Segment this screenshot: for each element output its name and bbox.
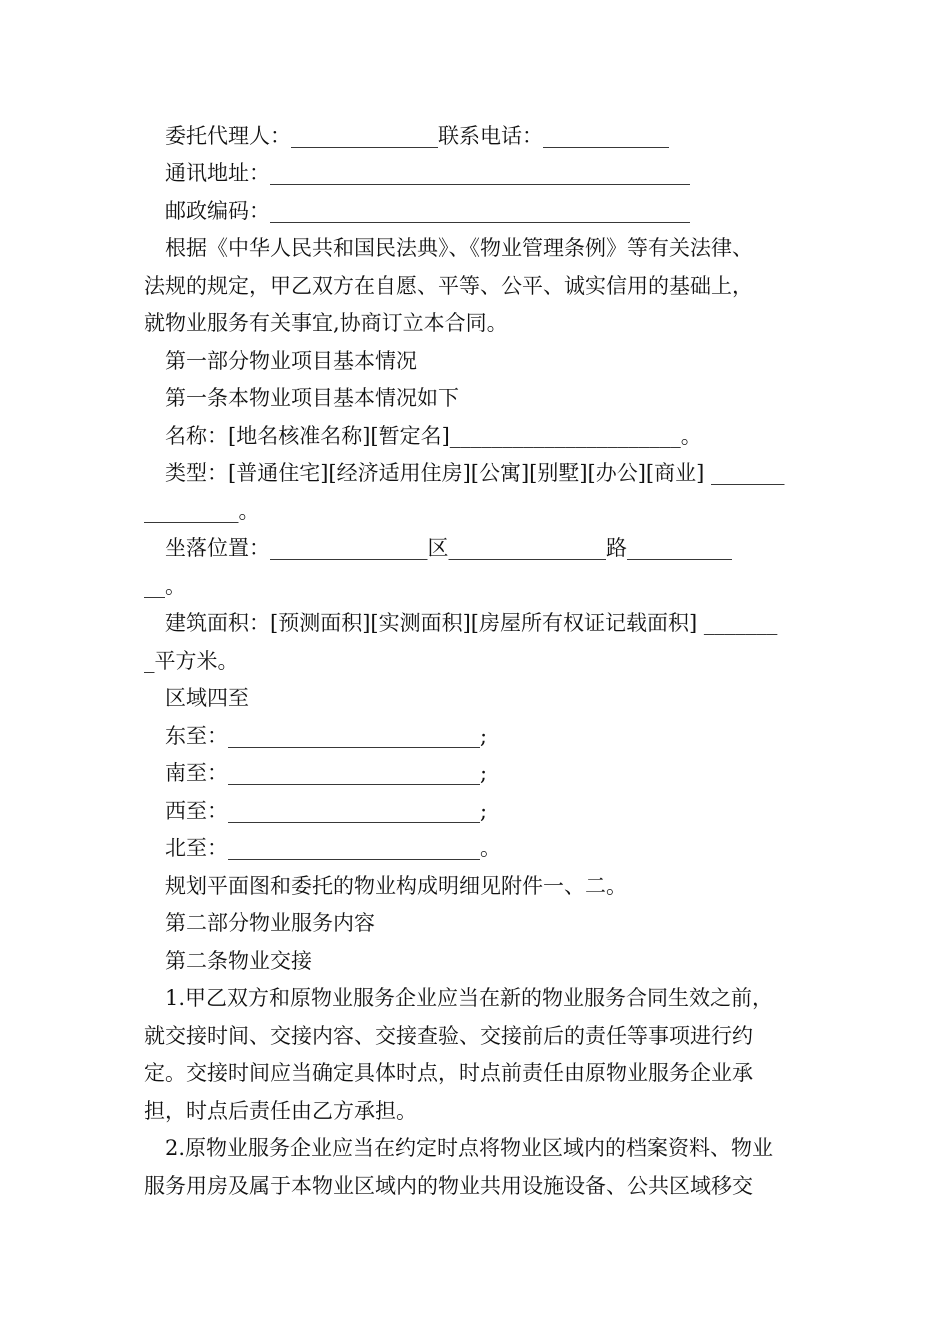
- line-south: 南至：________________________;: [144, 761, 488, 785]
- article-one-heading: 第一条本物业项目基本情况如下: [144, 386, 459, 410]
- clause-1-line-1: 1.甲乙双方和原物业服务企业应当在新的物业服务合同生效之前，: [144, 986, 774, 1010]
- line-type-cont: _________。: [144, 499, 260, 523]
- clause-2-line-2: 服务用房及属于本物业区域内的物业共用设施设备、公共区域移交: [144, 1174, 753, 1198]
- line-north: 北至：________________________。: [144, 836, 501, 860]
- line-west: 西至：________________________;: [144, 799, 488, 823]
- line-type: 类型：[普通住宅][经济适用住房][公寓][别墅][办公][商业] _______: [144, 461, 785, 485]
- line-postal-code: 邮政编码：________________________________________: [144, 199, 690, 223]
- line-location: 坐落位置：_______________区_______________路__________: [144, 536, 732, 560]
- clause-2-line-1: 2.原物业服务企业应当在约定时点将物业区域内的档案资料、物业: [144, 1136, 774, 1160]
- line-floor-area-cont: _平方米。: [144, 649, 239, 673]
- line-name: 名称：[地名核准名称][暂定名]______________________。: [144, 424, 702, 448]
- article-two-heading: 第二条物业交接: [144, 949, 312, 973]
- line-plan-attachment: 规划平面图和委托的物业构成明细见附件一、二。: [144, 874, 627, 898]
- paragraph-basis-line-2: 法规的规定，甲乙双方在自愿、平等、公平、诚实信用的基础上，: [144, 274, 753, 298]
- clause-1-line-3: 定。交接时间应当确定具体时点，时点前责任由原物业服务企业承: [144, 1061, 753, 1085]
- clause-1-line-4: 担，时点后责任由乙方承担。: [144, 1099, 417, 1123]
- line-address: 通讯地址：________________________________________: [144, 161, 690, 185]
- paragraph-basis-line-1: 根据《中华人民共和国民法典》、《物业管理条例》等有关法律、: [144, 236, 753, 260]
- part-one-heading: 第一部分物业项目基本情况: [144, 349, 417, 373]
- clause-1-line-2: 就交接时间、交接内容、交接查验、交接前后的责任等事项进行约: [144, 1024, 753, 1048]
- part-two-heading: 第二部分物业服务内容: [144, 911, 375, 935]
- boundaries-heading: 区域四至: [144, 686, 249, 710]
- line-east: 东至：________________________;: [144, 724, 488, 748]
- line-agent-phone: 委托代理人：______________联系电话：____________: [144, 124, 669, 148]
- line-location-cont: __。: [144, 574, 186, 598]
- paragraph-basis-line-3: 就物业服务有关事宜,协商订立本合同。: [144, 311, 508, 335]
- line-floor-area: 建筑面积：[预测面积][实测面积][房屋所有权证记载面积] _______: [144, 611, 778, 635]
